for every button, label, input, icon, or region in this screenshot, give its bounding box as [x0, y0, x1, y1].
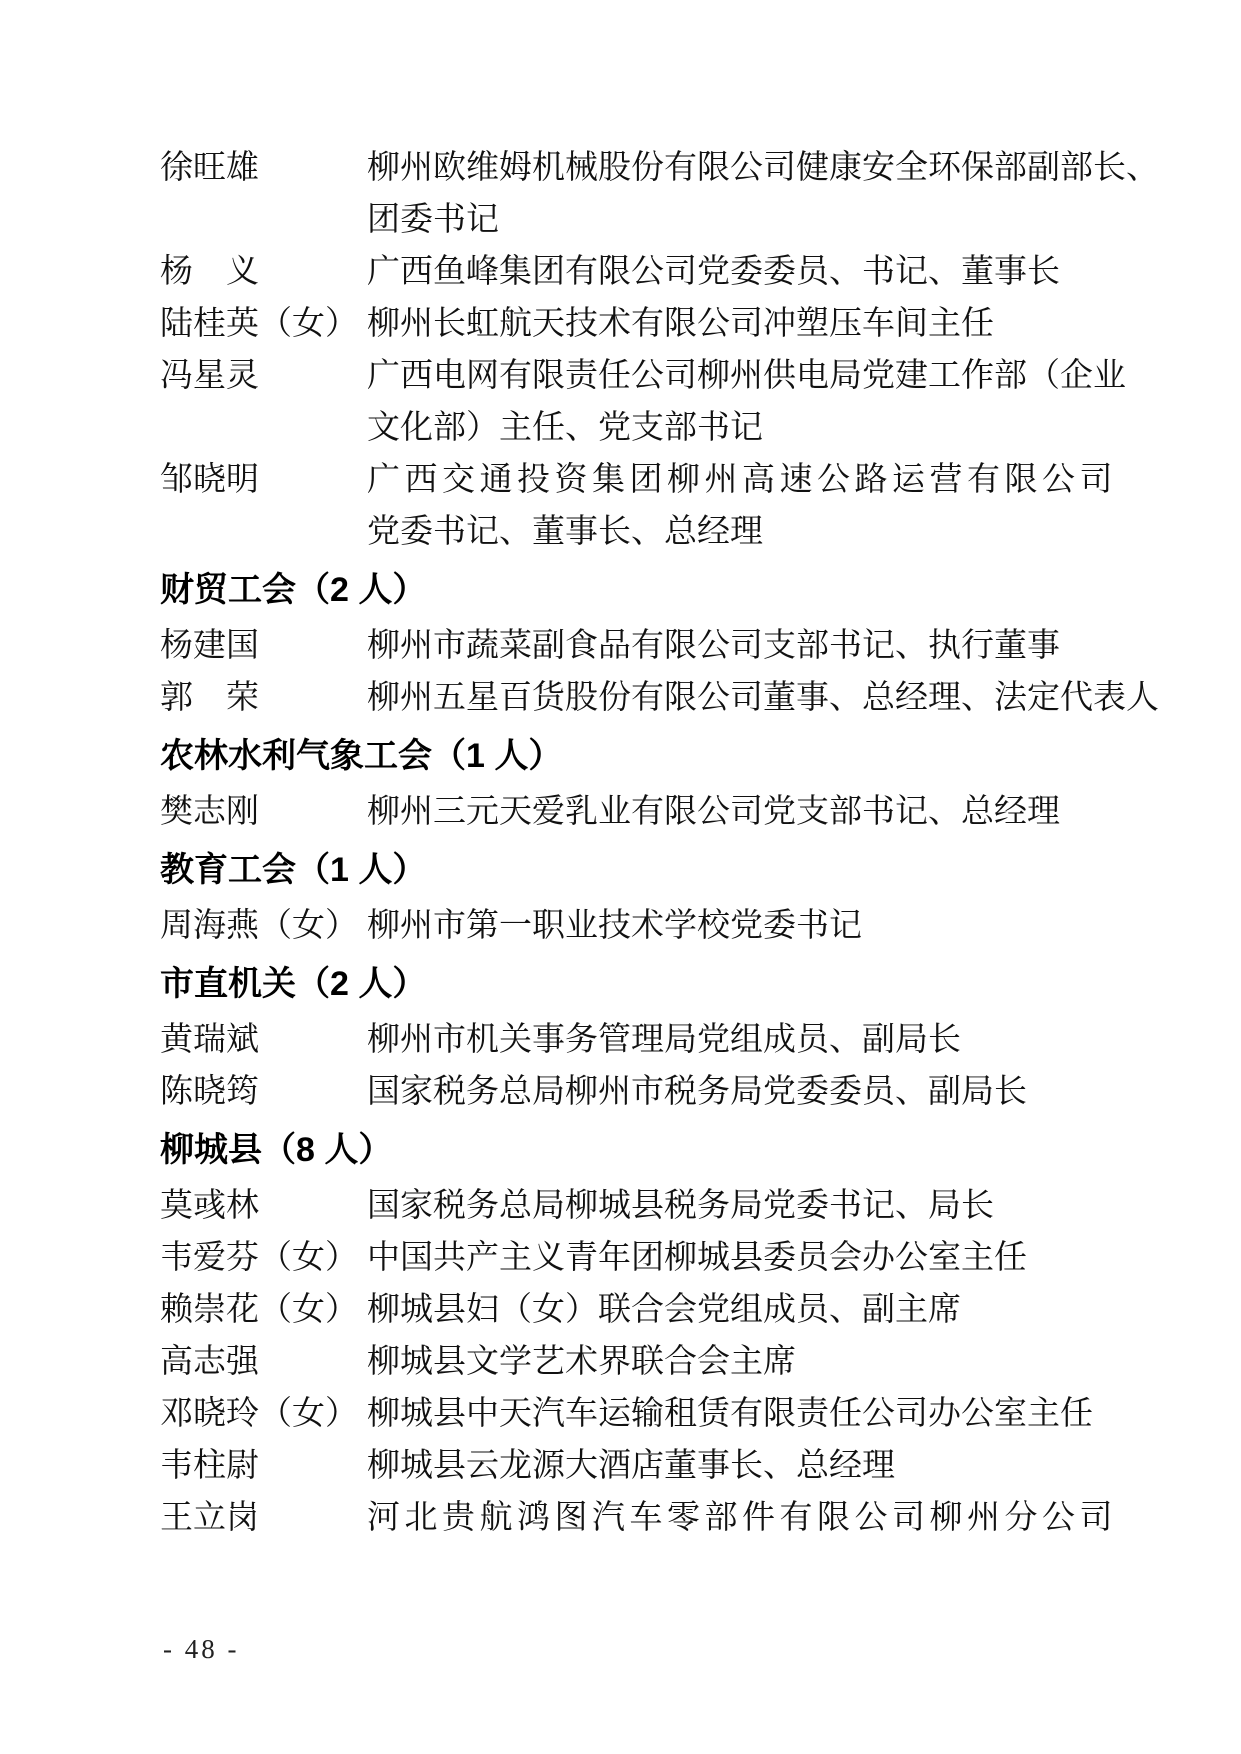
position-description-line: 党委书记、董事长、总经理	[367, 514, 763, 550]
position-description-line: 柳城县中天汽车运输租赁有限责任公司办公室主任	[367, 1396, 1093, 1432]
position-description-line: 广西交通投资集团柳州高速公路运营有限公司	[367, 462, 1117, 498]
roster-entry	[160, 1284, 1115, 1336]
person-name: 郭 荣	[160, 680, 259, 716]
position-description	[367, 1388, 1115, 1440]
person-name: 黄瑞斌	[160, 1022, 259, 1058]
position-description	[367, 350, 1126, 454]
person-name: 陈晓筠	[160, 1074, 259, 1110]
person-name-column	[160, 1232, 367, 1284]
roster-entry	[160, 454, 1115, 558]
person-name-column	[160, 1440, 367, 1492]
roster-content	[160, 142, 1159, 1544]
position-description-line: 柳州三元天爱乳业有限公司党支部书记、总经理	[367, 794, 1060, 830]
position-description	[367, 1492, 1117, 1544]
person-name: 樊志刚	[160, 794, 259, 830]
roster-entry	[160, 1014, 1115, 1066]
person-name: 高志强	[160, 1344, 259, 1380]
person-name-column	[160, 298, 367, 350]
roster-entry	[160, 1492, 1115, 1544]
footer-page-number: - 48 -	[163, 1634, 240, 1664]
roster-entry	[160, 1232, 1115, 1284]
gender-note: （女）	[259, 1240, 358, 1276]
person-name: 冯星灵	[160, 358, 259, 394]
gender-note: （女）	[259, 306, 358, 342]
position-description	[367, 246, 1115, 298]
roster-entry	[160, 1180, 1115, 1232]
roster-entry	[160, 1388, 1115, 1440]
position-description-line: 柳州五星百货股份有限公司董事、总经理、法定代表人	[367, 680, 1159, 716]
position-description	[367, 1440, 1115, 1492]
section-heading: 柳城县（8 人）	[160, 1131, 393, 1169]
position-description	[367, 1066, 1115, 1118]
roster-entry	[160, 350, 1126, 454]
section-heading: 教育工会（1 人）	[160, 851, 427, 889]
position-description-line: 团委书记	[367, 202, 499, 238]
position-description	[367, 1232, 1115, 1284]
person-name-column	[160, 454, 367, 558]
person-name-column	[160, 246, 367, 298]
person-name-column	[160, 900, 367, 952]
person-name: 莫彧林	[160, 1188, 259, 1224]
position-description	[367, 142, 1159, 246]
roster-entry	[160, 298, 1115, 350]
position-description-line: 柳城县妇（女）联合会党组成员、副主席	[367, 1292, 961, 1328]
position-description	[367, 1284, 1115, 1336]
person-name: 杨建国	[160, 628, 259, 664]
person-name: 邓晓玲	[160, 1396, 259, 1432]
roster-entry	[160, 1066, 1115, 1118]
section-heading: 财贸工会（2 人）	[160, 571, 427, 609]
position-description-line: 柳州长虹航天技术有限公司冲塑压车间主任	[367, 306, 994, 342]
person-name-column	[160, 672, 367, 724]
position-description	[367, 672, 1159, 724]
roster-entry	[160, 786, 1115, 838]
person-name: 陆桂英	[160, 306, 259, 342]
person-name: 周海燕	[160, 908, 259, 944]
position-description-line: 广西鱼峰集团有限公司党委委员、书记、董事长	[367, 254, 1060, 290]
position-description	[367, 786, 1115, 838]
position-description	[367, 620, 1115, 672]
person-name-column	[160, 142, 367, 246]
position-description-line: 柳州市机关事务管理局党组成员、副局长	[367, 1022, 961, 1058]
gender-note: （女）	[259, 1396, 358, 1432]
position-description	[367, 298, 1115, 350]
person-name: 赖崇花	[160, 1292, 259, 1328]
roster-entry	[160, 246, 1115, 298]
person-name-column	[160, 1180, 367, 1232]
position-description-line: 柳州市蔬菜副食品有限公司支部书记、执行董事	[367, 628, 1060, 664]
position-description-line: 柳州市第一职业技术学校党委书记	[367, 908, 862, 944]
section-heading: 市直机关（2 人）	[160, 965, 427, 1003]
person-name: 邹晓明	[160, 462, 259, 498]
roster-entry	[160, 620, 1115, 672]
person-name-column	[160, 1388, 367, 1440]
person-name-column	[160, 620, 367, 672]
position-description	[367, 1180, 1115, 1232]
person-name-column	[160, 350, 367, 454]
position-description-line: 广西电网有限责任公司柳州供电局党建工作部（企业	[367, 358, 1126, 394]
position-description-line: 文化部）主任、党支部书记	[367, 410, 763, 446]
position-description-line: 河北贵航鸿图汽车零部件有限公司柳州分公司	[367, 1500, 1117, 1536]
person-name: 韦爱芬	[160, 1240, 259, 1276]
person-name: 杨 义	[160, 254, 259, 290]
person-name-column	[160, 1014, 367, 1066]
person-name-column	[160, 1066, 367, 1118]
person-name-column	[160, 1284, 367, 1336]
section-heading: 农林水利气象工会（1 人）	[160, 737, 563, 775]
person-name: 王立岗	[160, 1500, 259, 1536]
position-description-line: 国家税务总局柳州市税务局党委委员、副局长	[367, 1074, 1027, 1110]
position-description-line: 国家税务总局柳城县税务局党委书记、局长	[367, 1188, 994, 1224]
position-description	[367, 1336, 1115, 1388]
position-description	[367, 1014, 1115, 1066]
gender-note: （女）	[259, 1292, 358, 1328]
person-name: 韦柱尉	[160, 1448, 259, 1484]
position-description-line: 柳城县云龙源大酒店董事长、总经理	[367, 1448, 895, 1484]
position-description-line: 中国共产主义青年团柳城县委员会办公室主任	[367, 1240, 1027, 1276]
gender-note: （女）	[259, 908, 358, 944]
person-name-column	[160, 1492, 367, 1544]
position-description	[367, 900, 1115, 952]
person-name-column	[160, 786, 367, 838]
roster-entry	[160, 672, 1159, 724]
roster-entry	[160, 1440, 1115, 1492]
roster-entry	[160, 1336, 1115, 1388]
roster-entry	[160, 142, 1159, 246]
position-description-line: 柳州欧维姆机械股份有限公司健康安全环保部副部长、	[367, 150, 1159, 186]
roster-entry	[160, 900, 1115, 952]
person-name: 徐旺雄	[160, 150, 259, 186]
position-description	[367, 454, 1117, 558]
person-name-column	[160, 1336, 367, 1388]
position-description-line: 柳城县文学艺术界联合会主席	[367, 1344, 796, 1380]
